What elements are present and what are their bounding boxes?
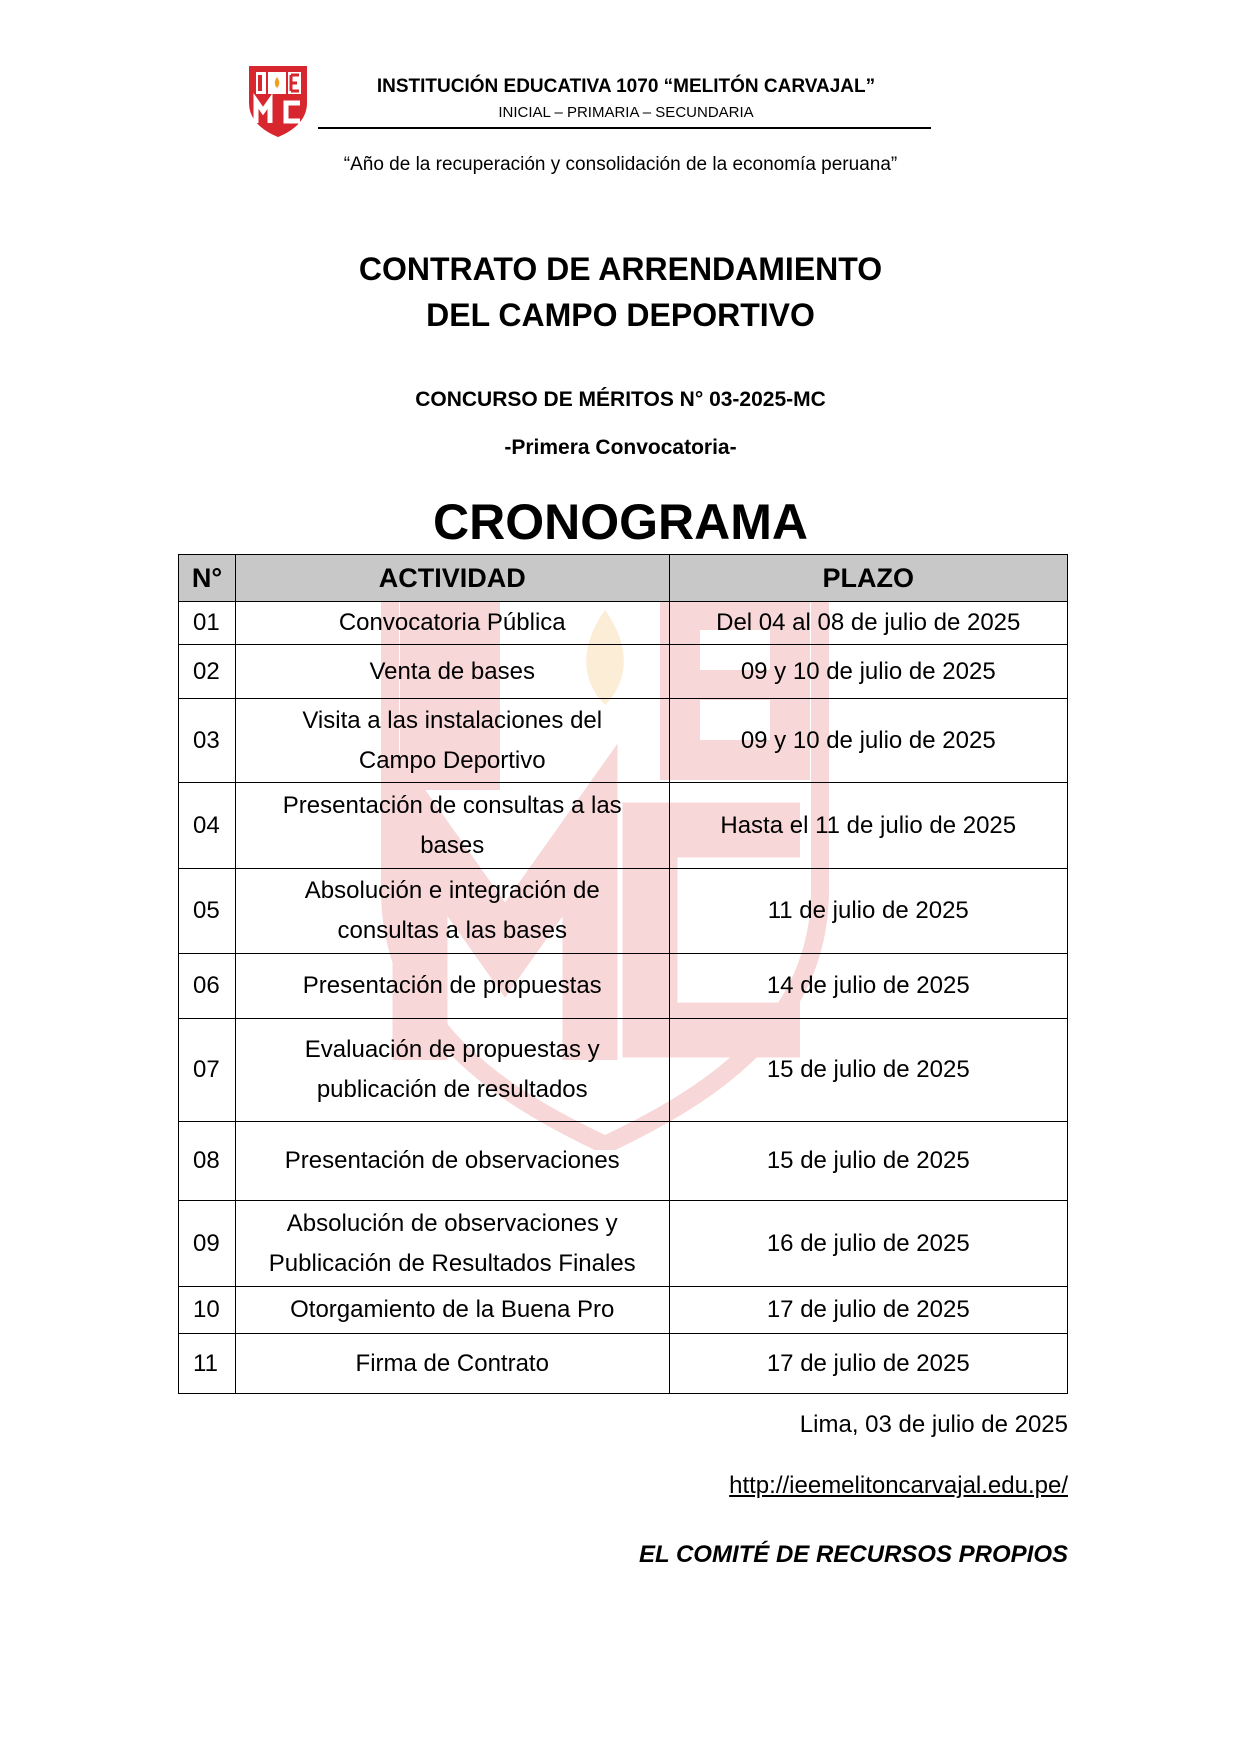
table-row: [179, 699, 1068, 783]
call-label: -Primera Convocatoria-: [504, 436, 737, 459]
activity-line: Presentación de consultas a las: [282, 791, 622, 819]
table-row: [179, 602, 1068, 645]
activity-line: Visita a las instalaciones del: [302, 706, 603, 734]
document-title: [0, 246, 1241, 338]
document-title-line2: DEL CAMPO DEPORTIVO: [426, 297, 815, 333]
row-number: 08: [179, 1122, 236, 1201]
row-deadline: 14 de julio de 2025: [669, 954, 1068, 1019]
table-row: [179, 1201, 1068, 1287]
activity-line: publicación de resultados: [316, 1076, 588, 1103]
row-activity: [235, 1287, 669, 1334]
website-link[interactable]: http://ieemelitoncarvajal.edu.pe/: [729, 1472, 1068, 1499]
activity-line: Campo Deportivo: [358, 746, 546, 774]
activity-line: Convocatoria Pública: [338, 609, 566, 636]
row-deadline: 15 de julio de 2025: [669, 1019, 1068, 1122]
row-deadline: 11 de julio de 2025: [669, 869, 1068, 954]
row-deadline: 15 de julio de 2025: [669, 1122, 1068, 1201]
activity-line: Absolución de observaciones y: [286, 1209, 618, 1237]
activity-line: consultas a las bases: [337, 917, 567, 944]
table-row: [179, 954, 1068, 1019]
row-activity: [235, 1019, 669, 1122]
row-number: 10: [179, 1287, 236, 1334]
row-number: 09: [179, 1201, 236, 1287]
header-divider: [318, 127, 931, 129]
row-deadline: 09 y 10 de julio de 2025: [669, 699, 1068, 783]
row-activity: [235, 954, 669, 1019]
activity-line: Firma de Contrato: [355, 1349, 549, 1377]
row-number: 04: [179, 783, 236, 869]
row-activity: [235, 783, 669, 869]
document-title-line1: CONTRATO DE ARRENDAMIENTO: [358, 251, 883, 287]
table-row: [179, 869, 1068, 954]
activity-line: Evaluación de propuestas y: [304, 1036, 600, 1063]
activity-line: Presentación de propuestas: [302, 972, 602, 999]
activity-line: Venta de bases: [369, 657, 535, 685]
row-activity: [235, 869, 669, 954]
education-levels: INICIAL – PRIMARIA – SECUNDARIA: [498, 104, 754, 121]
table-row: [179, 1334, 1068, 1394]
row-deadline: 09 y 10 de julio de 2025: [669, 645, 1068, 699]
city-date: Lima, 03 de julio de 2025: [799, 1411, 1068, 1438]
committee-signature: EL COMITÉ DE RECURSOS PROPIOS: [639, 1541, 1068, 1568]
row-activity: [235, 1201, 669, 1287]
activity-line: Absolución e integración de: [304, 877, 600, 904]
school-crest-logo: [246, 63, 310, 138]
header-number: N°: [179, 555, 236, 602]
row-activity: [235, 699, 669, 783]
institution-name: INSTITUCIÓN EDUCATIVA 1070 “MELITÓN CARVAJAL”: [376, 76, 876, 97]
row-number: 11: [179, 1334, 236, 1394]
table-row: [179, 1019, 1068, 1122]
activity-line: Publicación de Resultados Finales: [268, 1249, 636, 1277]
row-number: 05: [179, 869, 236, 954]
row-deadline: 16 de julio de 2025: [669, 1201, 1068, 1287]
row-activity: [235, 1334, 669, 1394]
table-row: [179, 645, 1068, 699]
row-activity: [235, 1122, 669, 1201]
row-number: 02: [179, 645, 236, 699]
row-deadline: Del 04 al 08 de julio de 2025: [669, 602, 1068, 645]
table-row: [179, 1122, 1068, 1201]
table-row: [179, 783, 1068, 869]
schedule-table: [178, 554, 1068, 1394]
header-activity: ACTIVIDAD: [235, 555, 669, 602]
row-number: 01: [179, 602, 236, 645]
table-row: [179, 1287, 1068, 1334]
row-deadline: 17 de julio de 2025: [669, 1334, 1068, 1394]
row-number: 06: [179, 954, 236, 1019]
header-deadline: PLAZO: [669, 555, 1068, 602]
row-activity: [235, 645, 669, 699]
row-number: 07: [179, 1019, 236, 1122]
schedule-title: CRONOGRAMA: [433, 494, 808, 550]
year-motto: “Año de la recuperación y consolidación de la economía peruana”: [343, 154, 898, 175]
row-activity: [235, 602, 669, 645]
row-deadline: Hasta el 11 de julio de 2025: [669, 783, 1068, 869]
activity-line: Presentación de observaciones: [284, 1147, 620, 1174]
row-deadline: 17 de julio de 2025: [669, 1287, 1068, 1334]
activity-line: Otorgamiento de la Buena Pro: [290, 1296, 615, 1323]
activity-line: bases: [420, 831, 485, 859]
contest-number: CONCURSO DE MÉRITOS N° 03-2025-MC: [415, 388, 826, 411]
row-number: 03: [179, 699, 236, 783]
table-header-row: [179, 555, 1068, 602]
